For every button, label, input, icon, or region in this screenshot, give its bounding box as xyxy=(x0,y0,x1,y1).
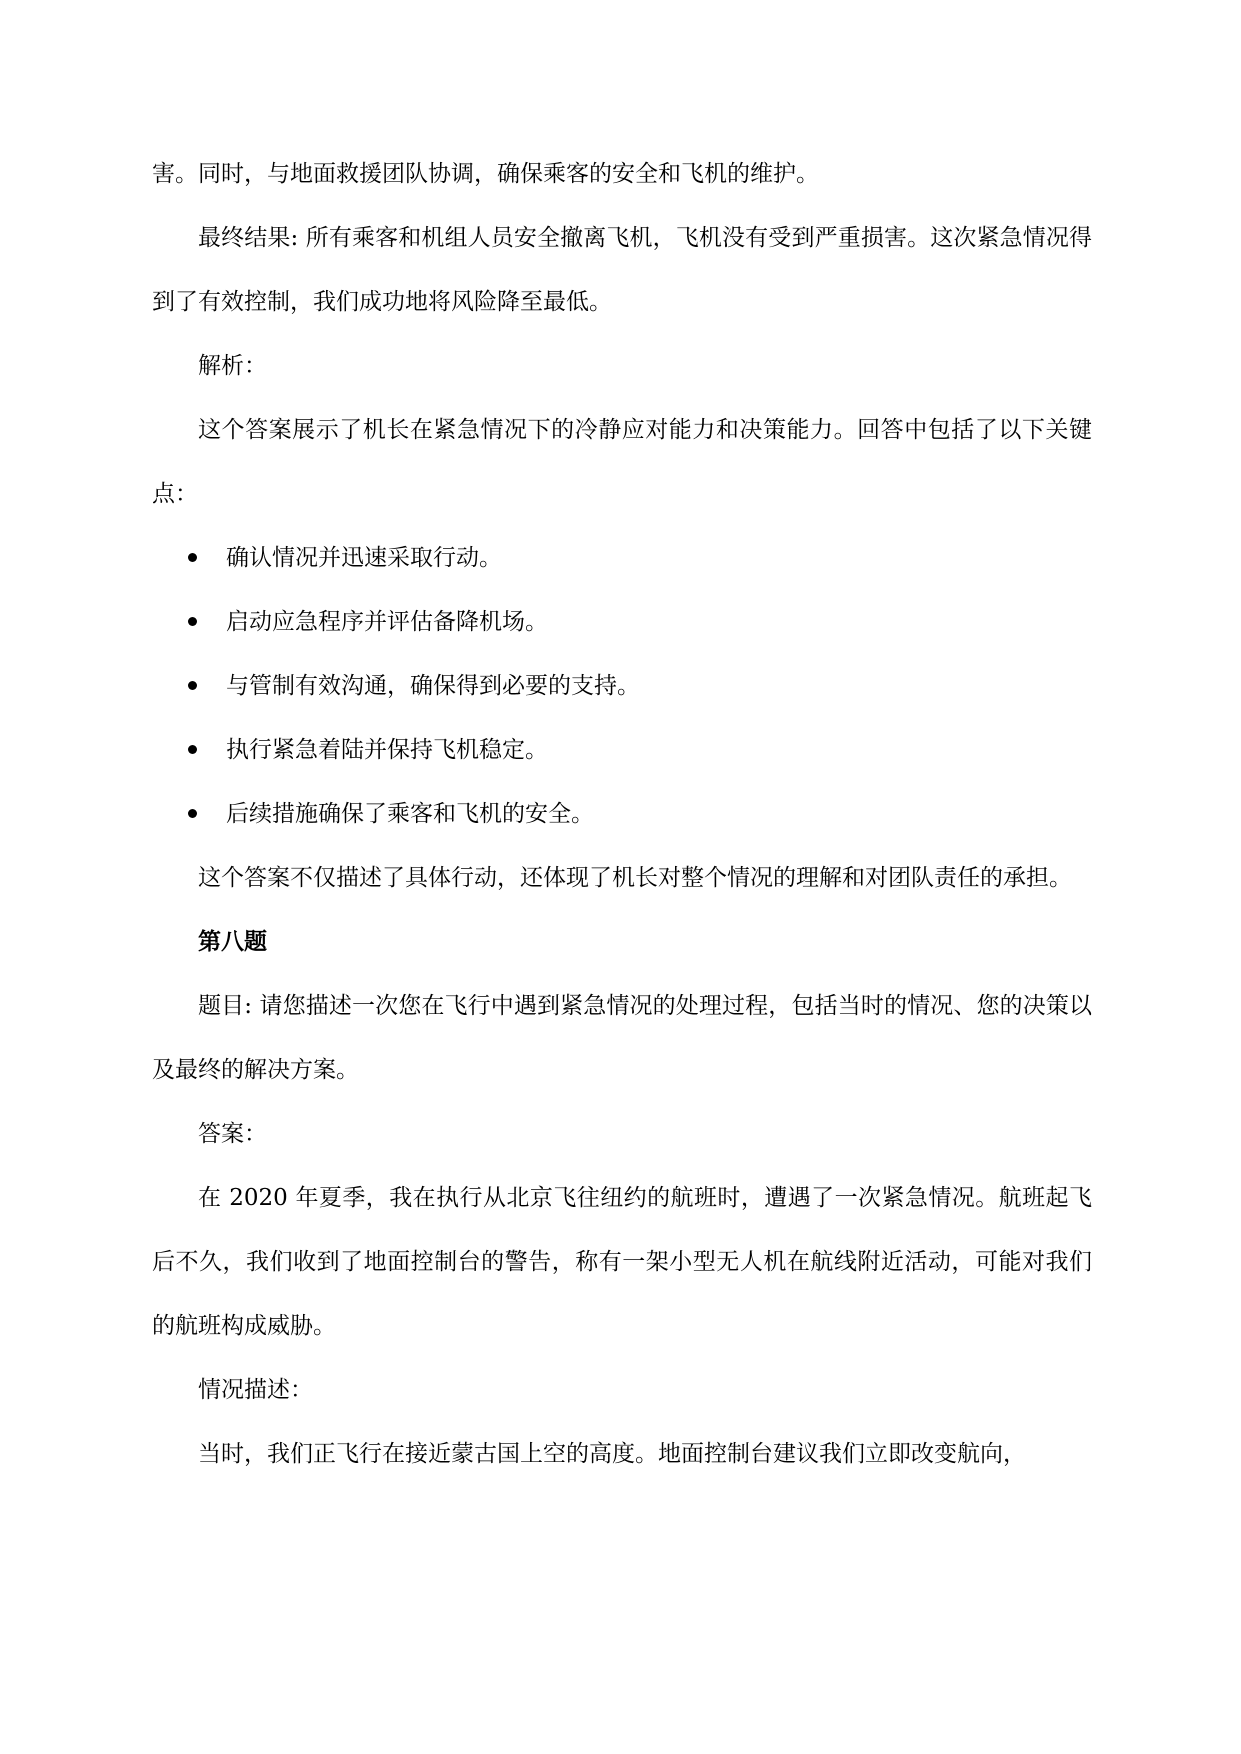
list-item xyxy=(152,590,1092,654)
paragraph-situation-label: 情况描述： xyxy=(198,1377,313,1403)
list-item xyxy=(152,526,1092,590)
paragraph-summary: 这个答案不仅描述了具体行动，还体现了机长对整个情况的理解和对团队责任的承担。 xyxy=(198,865,1072,891)
paragraph-answer-label: 答案： xyxy=(198,1121,267,1147)
paragraph-situation: 当时，我们正飞行在接近蒙古国上空的高度。地面控制台建议我们立即改变航向， xyxy=(198,1441,1026,1467)
key-points-list xyxy=(152,526,1092,846)
paragraph-analysis-label: 解析： xyxy=(198,353,267,379)
bullet-icon xyxy=(188,617,197,626)
bullet-icon xyxy=(188,809,197,818)
list-item-text: 执行紧急着陆并保持飞机稳定。 xyxy=(226,737,548,763)
paragraph-continuation: 害。同时，与地面救援团队协调，确保乘客的安全和飞机的维护。 xyxy=(152,161,819,187)
list-item-text: 后续措施确保了乘客和飞机的安全。 xyxy=(226,801,594,827)
list-item xyxy=(152,782,1092,846)
list-item-text: 确认情况并迅速采取行动。 xyxy=(226,545,502,571)
section-heading: 第八题 xyxy=(198,928,267,955)
paragraph-final-result: 最终结果: 所有乘客和机组人员安全撤离飞机，飞机没有受到严重损害。这次紧急情况得到了有效控制，我们成功地将风险降至最低。 xyxy=(152,225,1092,315)
paragraph-analysis: 这个答案展示了机长在紧急情况下的冷静应对能力和决策能力。回答中包括了以下关键点： xyxy=(152,417,1092,507)
document-body xyxy=(152,142,1092,1486)
bullet-icon xyxy=(188,681,197,690)
list-item-text: 与管制有效沟通，确保得到必要的支持。 xyxy=(226,673,640,699)
list-item xyxy=(152,654,1092,718)
bullet-icon xyxy=(188,745,197,754)
paragraph-question: 题目: 请您描述一次您在飞行中遇到紧急情况的处理过程，包括当时的情况、您的决策以及最终的解决方案。 xyxy=(152,993,1092,1083)
paragraph-answer: 在 2020 年夏季，我在执行从北京飞往纽约的航班时，遭遇了一次紧急情况。航班起飞后不久，我们收到了地面控制台的警告，称有一架小型无人机在航线附近活动，可能对我们的航班构成威胁。 xyxy=(152,1185,1092,1339)
list-item-text: 启动应急程序并评估备降机场。 xyxy=(226,609,548,635)
list-item xyxy=(152,718,1092,782)
bullet-icon xyxy=(188,553,197,562)
